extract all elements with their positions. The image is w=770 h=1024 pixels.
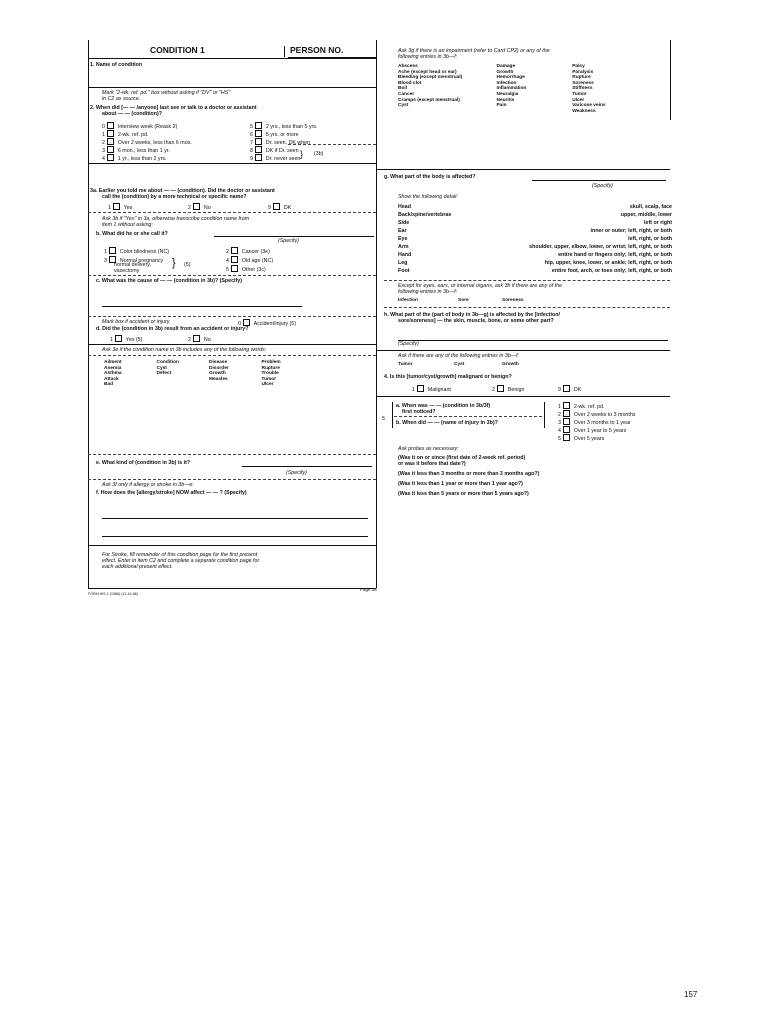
keyword: Neuralgia: [496, 91, 519, 97]
checkbox[interactable]: [193, 335, 200, 342]
q3a-option-no[interactable]: 2 No: [188, 205, 211, 211]
except-note-2: following entries in 3b—f:: [398, 289, 458, 295]
probe-2: (Was it less than 3 months or more than 3 months ago?): [398, 471, 540, 477]
q3b-option[interactable]: 2 Cancer (3e): [226, 249, 270, 255]
q2-question-2: about — — (condition)?: [102, 111, 163, 117]
keyword: Tumor: [398, 362, 413, 367]
q3b-note-1: Ask 3b if "Yes" in 3a, otherwise transcribe condition name from: [102, 216, 250, 222]
body-part: Foot: [398, 268, 410, 274]
q2-option[interactable]: 7 Dr. seen, DK when: [250, 140, 311, 146]
q3h-answer-line[interactable]: [398, 340, 668, 341]
q2-option[interactable]: 3 6 mon., less than 1 yr.: [102, 148, 170, 154]
q5a-question-1: a. When was — — (condition in 3b/3f): [396, 403, 491, 409]
keyword: Anemia: [104, 365, 122, 371]
checkbox[interactable]: [255, 138, 262, 145]
q5-box-left: [392, 402, 393, 428]
keyword: Weakness: [572, 108, 596, 114]
checkbox[interactable]: [107, 138, 114, 145]
q3h-question-1: h. What part of the (part of body in 3b—g) is affected by the [infection/: [384, 312, 560, 318]
checkbox[interactable]: [563, 418, 570, 425]
checkbox[interactable]: [113, 203, 120, 210]
keyword: Tumor: [261, 376, 277, 382]
specify-label: (Specify): [286, 470, 307, 476]
q3b-answer-line[interactable]: [214, 236, 374, 237]
impairment-word-grid: [398, 64, 648, 114]
q5-option[interactable]: 3 Over 3 months to 1 year: [558, 420, 631, 426]
q1-rule: [88, 87, 376, 88]
keyword: Damage: [496, 64, 516, 69]
q5-dash: [394, 416, 542, 417]
checkbox[interactable]: [497, 385, 504, 392]
body-dash: [384, 280, 670, 281]
checkbox[interactable]: [563, 426, 570, 433]
q3b-option[interactable]: 4 Old age (NC): [226, 258, 274, 264]
body-part: Ear: [398, 228, 407, 234]
keyword: Tumor: [572, 91, 587, 97]
keyword: Hemorrhage: [496, 75, 525, 81]
body-part-detail: entire hand or fingers only; left, right, or both: [558, 252, 672, 258]
specify-label: (Specify): [398, 341, 419, 347]
keyword: Infection: [398, 298, 418, 303]
q5a-question-2: first noticed?: [402, 409, 436, 415]
body-part-detail: entire foot, arch, or toes only; left, right, or both: [551, 268, 672, 274]
form-bottom-border: [88, 588, 376, 589]
keyword: Paralysis: [572, 69, 594, 75]
keyword: Infection: [496, 80, 517, 86]
keyword: Disease: [209, 360, 228, 365]
keyword: [496, 109, 572, 115]
checkbox[interactable]: [563, 410, 570, 417]
keyword-dash: [88, 454, 376, 455]
keyword: Growth: [209, 371, 226, 377]
body-part: Side: [398, 220, 410, 226]
keyword: [398, 109, 496, 115]
q2-option[interactable]: 5 2 yrs., less than 5 yrs.: [250, 124, 318, 130]
q5-option[interactable]: 1 2-wk. ref. pd.: [558, 404, 605, 410]
q4-question: 4. Is this [tumor/cyst/growth] malignant or benign?: [384, 374, 512, 380]
form-right-border: [670, 40, 671, 120]
checkbox[interactable]: [109, 247, 116, 254]
brace-icon: }: [300, 149, 304, 159]
q5-number: 5: [382, 416, 385, 422]
keyword: Stiffness: [572, 86, 593, 92]
mark-note-2: in C2 as source.: [102, 96, 141, 102]
checkbox[interactable]: [107, 146, 114, 153]
q3c-question: c. What was the cause of — — (condition in 3b)? (Specify): [96, 278, 242, 284]
q3h-rule: [376, 350, 670, 351]
body-part-detail: shoulder, upper, elbow, lower, or wrist; left, right, or both: [529, 244, 672, 250]
keyword: Sore: [458, 298, 469, 303]
form-left-border: [88, 40, 89, 588]
keyword: Trouble: [261, 371, 279, 377]
keyword: [209, 382, 262, 388]
q3f-question: f. How does the [allergy/stroke] NOW affect — — ? (Specify): [96, 490, 247, 496]
q3d-rule: [88, 344, 376, 345]
keyword: Asthma: [104, 371, 122, 377]
page-label: Page 28: [360, 587, 377, 592]
checkbox[interactable]: [563, 385, 570, 392]
q2-option[interactable]: 9 Dr. never seen: [250, 156, 301, 162]
q2-option[interactable]: 8 DK if Dr. seen: [250, 148, 299, 154]
q3g-note-2: following entries in 3b—f:: [398, 54, 458, 60]
q3b-skip-5: (5): [184, 262, 191, 268]
q3c-dash: [88, 316, 376, 317]
form-code: FORM HIS-1 (1986) (12-14-86): [88, 592, 138, 596]
keyword: Palsy: [572, 64, 585, 69]
checkbox[interactable]: [193, 203, 200, 210]
specify-label: (Specify): [278, 238, 299, 244]
keyword: Neuritis: [496, 97, 515, 103]
q3b-option-cont: normal delivery,: [114, 262, 151, 268]
imp-rule: [376, 169, 670, 170]
condition-header: CONDITION 1: [150, 45, 205, 55]
q3a-question-1: 3a. Earlier you told me about — — (condition). Did the doctor or assistant: [90, 188, 275, 194]
body-part-detail: skull, scalp, face: [629, 204, 672, 210]
q4-rule: [376, 396, 670, 397]
body-part-detail: upper, middle, lower: [620, 212, 672, 218]
q5-option[interactable]: 2 Over 2 weeks to 3 months: [558, 412, 636, 418]
checkbox[interactable]: [107, 130, 114, 137]
q3a-option-dk[interactable]: 9 DK: [268, 205, 292, 211]
keyword: Measles: [209, 376, 228, 382]
keyword: Problem: [261, 360, 281, 365]
q2-question-1: 2. When did [— — /anyone] last see or talk to a doctor or assistant: [90, 105, 257, 111]
probe-3: (Was it less than 1 year or more than 1 year ago?): [398, 481, 523, 487]
stroke-note-1: For Stroke, fill remainder of this condition page for the first present: [102, 552, 258, 558]
q3b-option-cont: vasectomy: [114, 268, 140, 274]
stroke-note-2: effect. Enter in item C2 and complete a separate condition page for: [102, 558, 260, 564]
q3a-dash: [88, 212, 376, 213]
body-part: Back/spine/vertebrae: [398, 212, 452, 218]
stroke-note-3: each additional present effect.: [102, 564, 173, 570]
q3g-note-1: Ask 3g if there is an impairment (refer to Card CP2) or any of the: [398, 48, 550, 54]
q3b-option[interactable]: 5 Other (3c): [226, 267, 266, 273]
q5b-question: b. When did — — (name of injury in 3b)?: [396, 420, 498, 426]
checkbox[interactable]: [231, 256, 238, 263]
column-divider: [376, 40, 377, 588]
page-number: 157: [684, 990, 698, 999]
q3b-dash: [88, 275, 376, 276]
keyword: Cramps (except menstrual): [398, 97, 460, 103]
probe-1a: (Was it on or since (first date of 2-week ref. period): [398, 455, 526, 461]
q2-option[interactable]: 4 1 yr., less than 2 yrs.: [102, 156, 167, 162]
show-detail-note: Show the following detail:: [398, 194, 458, 200]
checkbox[interactable]: [563, 434, 570, 441]
q3e-dash: [88, 479, 376, 480]
q3e-words-note: Ask 3e if the condition name in 3b includes any of the following words:: [102, 347, 267, 353]
except-note-1: Except for eyes, ears, or internal organs, ask 3h if there are any of the: [398, 283, 562, 289]
q3b-option[interactable]: 3 Normal pregnancy: [104, 258, 164, 264]
keyword: Rupture: [261, 365, 280, 371]
checkbox[interactable]: [417, 385, 424, 392]
keyword: Rupture: [572, 75, 591, 81]
brace-icon: }: [172, 257, 176, 269]
keyword: Growth: [496, 69, 514, 75]
keyword: Bad: [104, 382, 114, 388]
q2-option[interactable]: 1 2-wk. ref. pd.: [102, 132, 149, 138]
body-part-detail: inner or outer; left, right, or both: [590, 228, 672, 234]
q5-box-right: [544, 402, 545, 428]
keyword: Attack: [104, 376, 119, 382]
keyword: Cyst: [454, 362, 465, 367]
q3f-note: Ask 3f only if allergy or stroke in 3b—e:: [102, 482, 194, 488]
person-no-header: PERSON NO.: [290, 45, 344, 55]
checkbox[interactable]: [107, 122, 114, 129]
q4-option-dk[interactable]: 9 DK: [558, 387, 582, 393]
keyword: [157, 382, 210, 388]
keyword: Ailment: [104, 360, 122, 365]
keyword-grid: [104, 360, 314, 388]
q3a-option-yes[interactable]: 1 Yes: [108, 205, 133, 211]
q2-option[interactable]: 6 5 yrs. or more: [250, 132, 299, 138]
q3f-answer-line[interactable]: [102, 518, 368, 519]
header-divider: [284, 46, 285, 57]
q3f-rule: [88, 545, 376, 546]
q2-rule: [88, 163, 376, 164]
q4-note: Ask if there are any of the following entries in 3b—f:: [398, 353, 520, 359]
checkbox[interactable]: [231, 265, 238, 272]
q3d-option-yes[interactable]: 1 Yes (5): [110, 337, 143, 343]
keyword: Inflammation: [496, 86, 527, 92]
q3c-note: Mark box if accident or injury.: [102, 319, 171, 325]
checkbox[interactable]: [273, 203, 280, 210]
keyword: Condition: [156, 360, 179, 365]
checkbox[interactable]: [107, 154, 114, 161]
keyword: Blood clot: [398, 80, 422, 86]
body-part: Arm: [398, 244, 409, 250]
q3e-answer-line[interactable]: [242, 466, 372, 467]
q3a-question-2: call the (condition) by a more technical or specific name?: [102, 194, 247, 200]
mark-note-1: Mark "2-wk. ref. pd." box without asking if "DV" or "HS": [102, 90, 231, 96]
keyword: Growth: [502, 362, 519, 367]
checkbox[interactable]: [563, 402, 570, 409]
keyword: Disorder: [209, 365, 229, 371]
q3c-answer-line[interactable]: [102, 306, 302, 307]
checkbox[interactable]: [255, 130, 262, 137]
body-part: Eye: [398, 236, 408, 242]
checkbox[interactable]: [231, 247, 238, 254]
checkbox[interactable]: [255, 146, 262, 153]
body-part-detail: left or right: [644, 220, 672, 226]
q3d-question: d. Did the (condition in 3b) result from an accident or injury?: [96, 326, 249, 332]
header-rule: [88, 58, 376, 59]
keyword: Ache (except head or ear): [398, 69, 457, 75]
body-part: Leg: [398, 260, 408, 266]
q2-skip-3b: (3b): [314, 151, 324, 157]
keyword: Defect: [156, 371, 172, 377]
keyword: Varicose veins: [572, 103, 606, 109]
q4-option-benign[interactable]: 2 Benign: [492, 387, 525, 393]
q3g-question: g. What part of the body is affected?: [384, 174, 476, 180]
q3h-question-2: sore/soreness] — the skin, muscle, bone, or some other part?: [398, 318, 554, 324]
q3b-option[interactable]: 1 Color blindness (NC): [104, 249, 170, 255]
q3e-question: e. What kind of (condition in 3b) is it?: [96, 460, 191, 466]
q5-option[interactable]: 5 Over 5 years: [558, 436, 605, 442]
keyword: Soreness: [502, 298, 524, 303]
checkbox[interactable]: [243, 319, 250, 326]
q3c-accident-box[interactable]: 0 Accident/injury (5): [238, 321, 296, 327]
keyword: Cyst: [156, 365, 167, 371]
q3g-answer-line[interactable]: [532, 180, 666, 181]
q5-option[interactable]: 4 Over 1 year to 5 years: [558, 428, 627, 434]
q2-option[interactable]: 0 Interview week (Reask 2): [102, 124, 178, 130]
probe-note: Ask probes as necessary:: [398, 446, 459, 452]
keyword: Soreness: [572, 80, 594, 86]
body-part: Head: [398, 204, 411, 210]
keyword: Cancer: [398, 91, 415, 97]
keyword: Abscess: [398, 64, 418, 69]
keyword: Ulcer: [261, 382, 274, 388]
q3f-answer-line-2[interactable]: [102, 536, 368, 537]
checkbox[interactable]: [255, 122, 262, 129]
keyword: Bleeding (except menstrual): [398, 75, 463, 81]
q3e-dash: [88, 355, 376, 356]
questionnaire-form: [88, 40, 672, 596]
keyword: Boil: [398, 86, 408, 92]
specify-label: (Specify): [592, 183, 613, 189]
q1-label: 1. Name of condition: [90, 62, 143, 68]
probe-1b: or was it before that date?): [398, 461, 466, 467]
body-part-detail: hip, upper, knee, lower, or ankle; left, right, or both: [544, 260, 672, 266]
body-part-detail: left, right, or both: [628, 236, 672, 242]
checkbox[interactable]: [115, 335, 122, 342]
probe-4: (Was it less than 5 years or more than 5 years ago?): [398, 491, 529, 497]
checkbox[interactable]: [255, 154, 262, 161]
q2-option[interactable]: 2 Over 2 weeks, less than 6 mos.: [102, 140, 192, 146]
q3d-option-no[interactable]: 2 No: [188, 337, 211, 343]
q3b-question: b. What did he or she call it?: [96, 231, 168, 237]
keyword: Pain: [496, 103, 507, 109]
keyword: Ulcer: [572, 97, 585, 103]
q3b-note-2: item 1 without asking:: [102, 222, 153, 228]
q2-dash: [288, 144, 376, 145]
body-part: Hand: [398, 252, 412, 258]
keyword: Cyst: [398, 103, 409, 109]
q4-option-malignant[interactable]: 1 Malignant: [412, 387, 451, 393]
inf-dash: [384, 307, 670, 308]
